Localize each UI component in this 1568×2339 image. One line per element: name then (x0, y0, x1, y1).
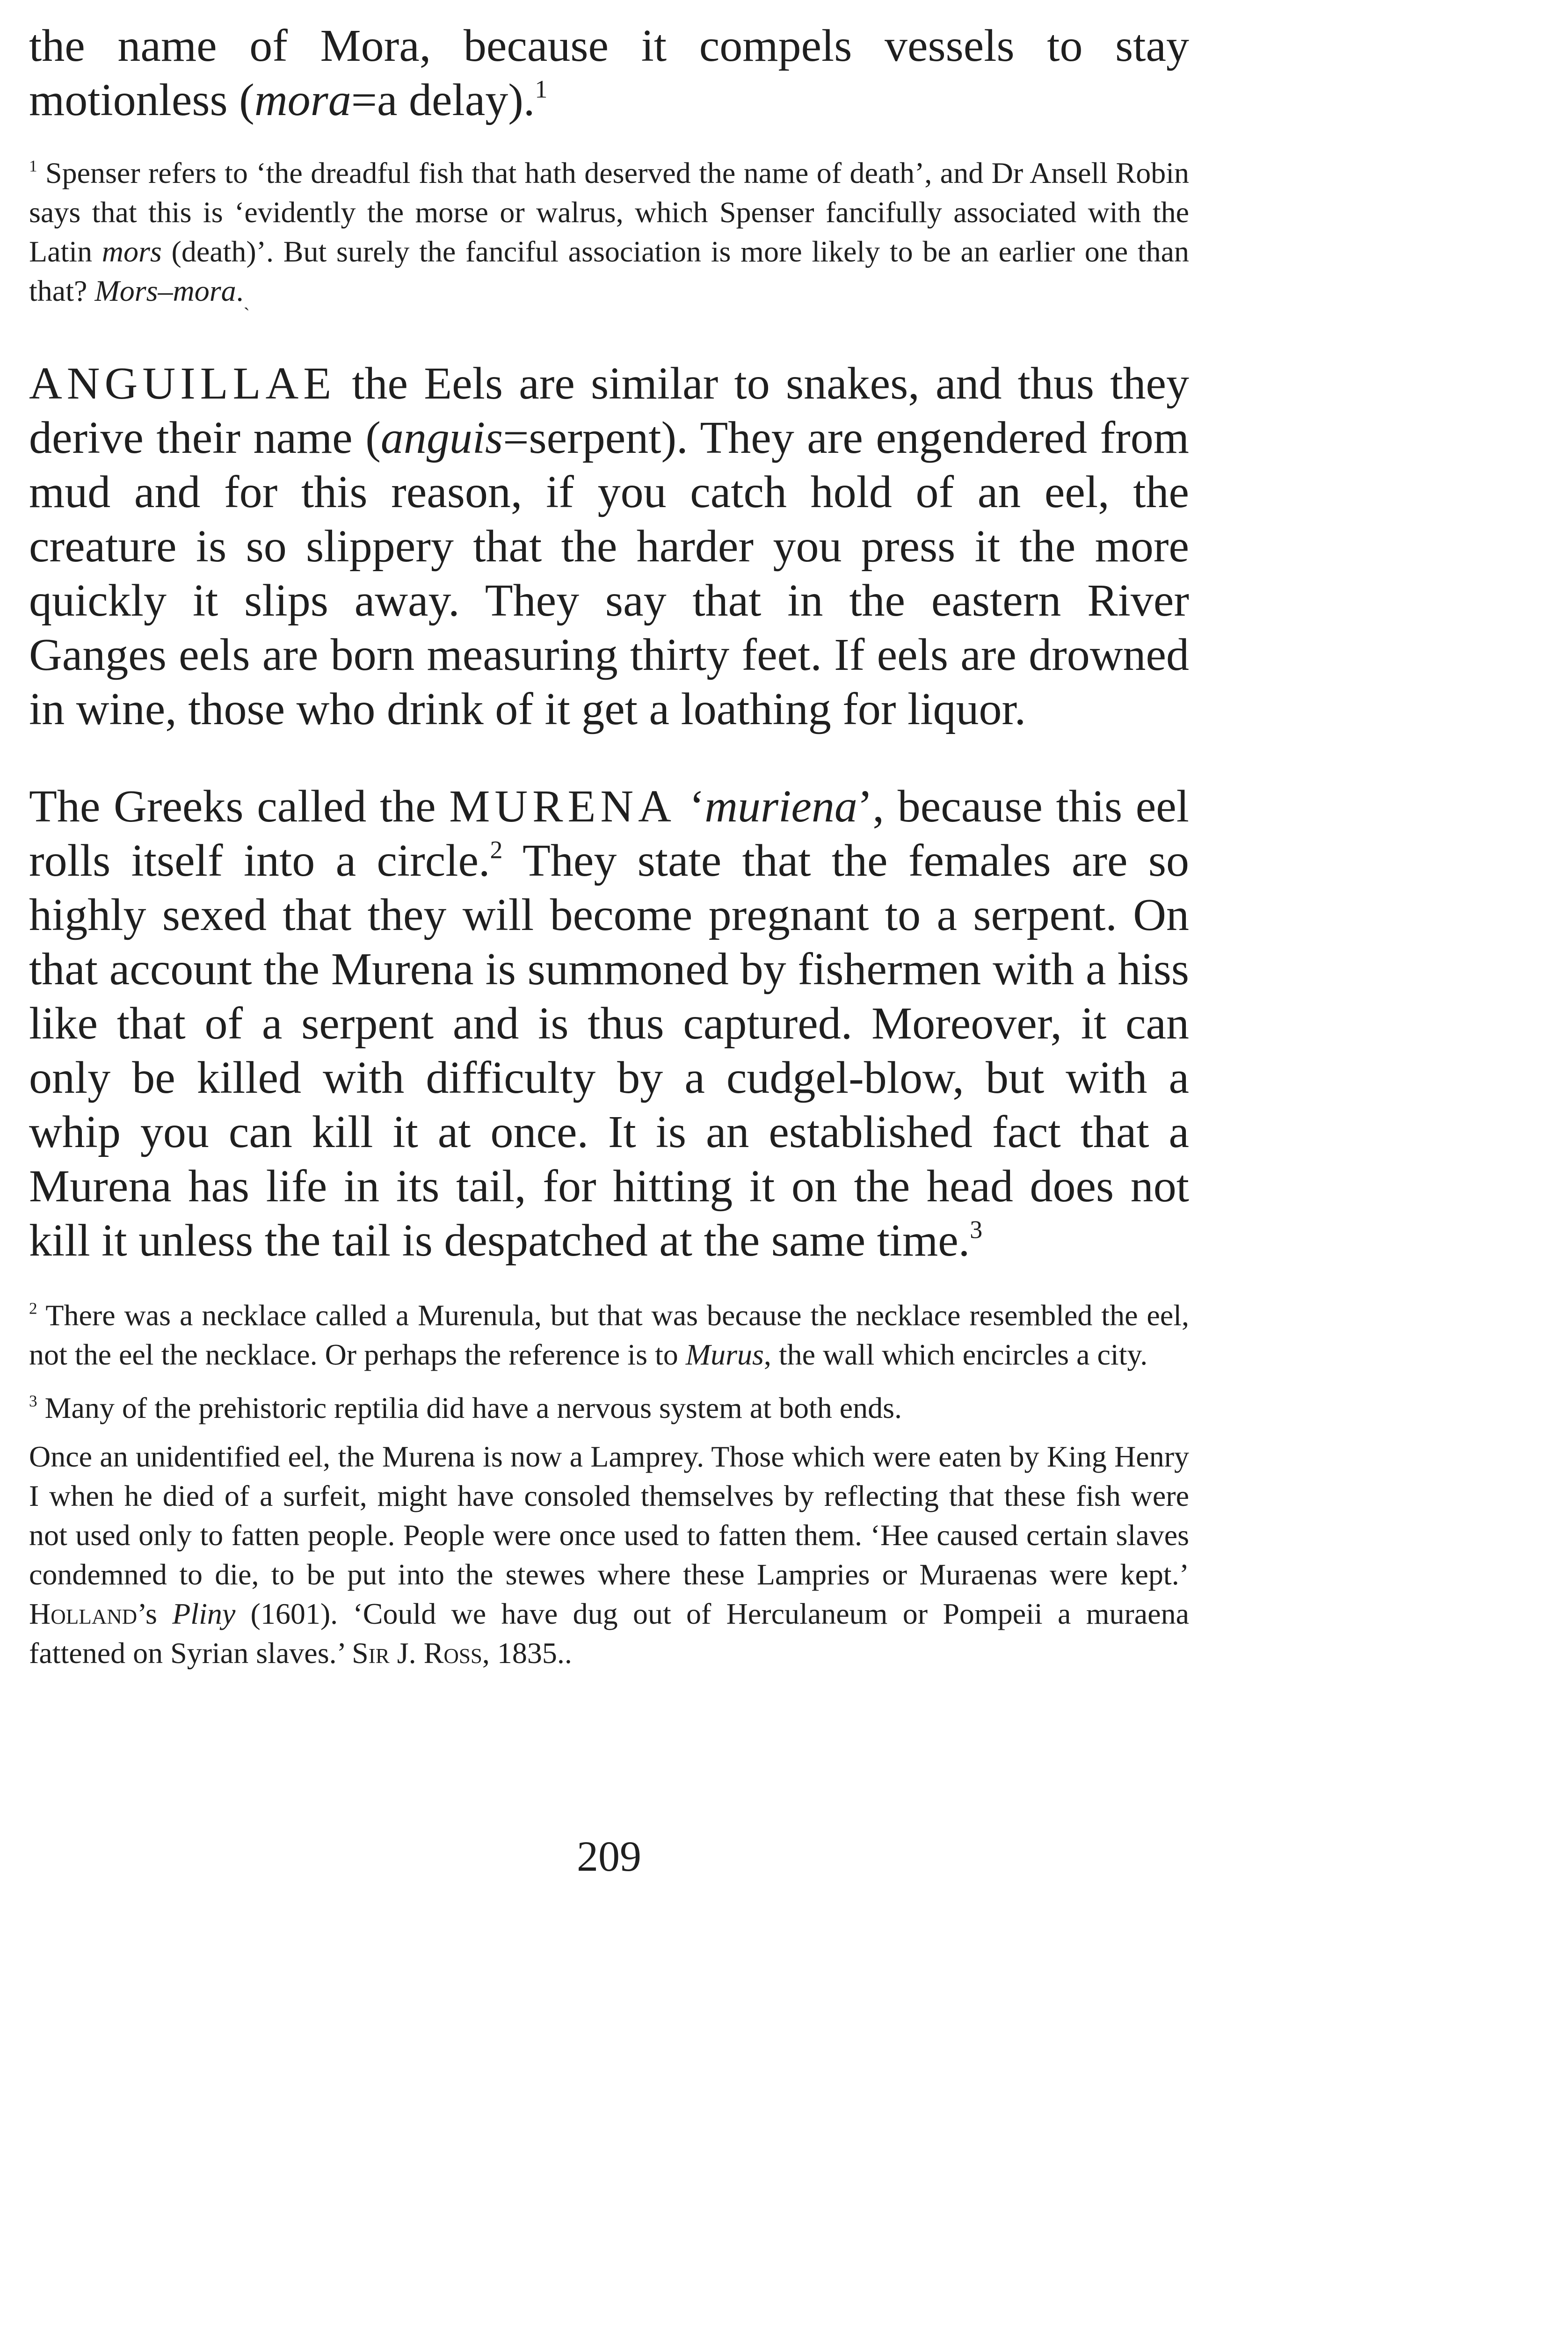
footnote-number: 1 (29, 157, 37, 175)
paragraph-murena (29, 779, 1189, 1268)
text: (death)’. But surely the fanciful association is more likely to be an earlier one than that? (29, 235, 1190, 307)
footnote-number: 2 (29, 1299, 37, 1318)
text: (1601). ‘Could we have dug out of Herculaneum or Pompeii a muraena fattened on Syrian slaves.’ (29, 1597, 1190, 1670)
footnote-3 (29, 1388, 1189, 1428)
italic-term: Mors–mora (94, 274, 236, 307)
footnote-1 (29, 153, 1189, 320)
italic-term: mora (254, 75, 351, 125)
text: They state that the females are so highly sexed that they will become pregnant to a serpent. On that account the Murena is summoned by fishermen with a hiss like that of a serpent and is thus captured. Moreover, it can only be killed with difficulty by a cudgel-blow, but with a whip you can kill it at once. It is an established fact that a Murena has life in its tail, for hitting it on the head does not kill it unless the tail is despatched at the same time. (29, 835, 1189, 1266)
text: ’, because this eel rolls itself into a circle. (29, 781, 1189, 886)
footnote-ref: 2 (490, 835, 503, 864)
text: Spenser refers to ‘the dreadful fish that hath deserved the name of death’, and Dr Ansell Robin says that this is ‘evidently the morse or walrus, which Spenser fancifully associated with the Latin (29, 156, 1189, 268)
paragraph-anguillae (29, 356, 1189, 736)
text: , the wall which encircles a city. (763, 1338, 1148, 1371)
paragraph-mora (29, 19, 1189, 127)
footnote-ref: 3 (970, 1215, 983, 1244)
text: the Eels are similar to snakes, and thus they derive their name ( (29, 358, 1189, 463)
italic-term: anguis (380, 413, 503, 463)
text: There was a necklace called a Murenula, but that was because the necklace resembled the eel, not the eel the necklace. Or perhaps the reference is to (29, 1299, 1189, 1371)
pencil-mark: ˏ (243, 290, 250, 311)
italic-term: Murus (685, 1338, 764, 1371)
author-name: Holland (29, 1597, 138, 1630)
text: Many of the prehistoric reptilia did have a nervous system at both ends. (37, 1391, 902, 1424)
text: , 1835.. (482, 1636, 572, 1670)
text: Once an unidentified eel, the Murena is now a Lamprey. Those which were eaten by King Henry I when he died of a surfeit, might have consoled themselves by reflecting that these fish were not used only to fatten people. People were once used to fatten them. ‘Hee caused certain slaves condemned to die, to be put into the stewes where these Lampries or Muraenas were kept.’ (29, 1440, 1189, 1591)
text: J. (389, 1636, 424, 1670)
footnote-2 (29, 1296, 1189, 1374)
italic-term: Pliny (172, 1597, 236, 1630)
author-title: Sir (352, 1636, 390, 1670)
italic-term: muriena (704, 781, 857, 832)
text: =serpent). They are engendered from mud and for this reason, if you catch hold of an eel, the creature is so slippery that the harder you press it the more quickly it slips away. They say that in the eastern River Ganges eels are born measuring thirty feet. If eels are drowned in wine, those who drink of it get a loathing for liquor. (29, 413, 1189, 734)
text: ’s (137, 1597, 173, 1630)
entry-headword: MURENA (449, 781, 676, 832)
footnote-3-continuation (29, 1437, 1189, 1673)
text: ‘ (675, 781, 705, 832)
text: . (236, 274, 244, 307)
entry-headword: ANGUILLAE (29, 358, 336, 409)
text: the name of Mora, because it compels vessels to stay motionless ( (29, 21, 1189, 125)
text: The Greeks called the (29, 781, 450, 832)
footnote-ref: 1 (535, 75, 548, 103)
footnote-number: 3 (29, 1392, 37, 1410)
italic-term: mors (102, 235, 162, 268)
author-name: Ross (423, 1636, 482, 1670)
book-page (29, 19, 1190, 1880)
page-number: 209 (577, 1832, 641, 1880)
text: =a delay). (351, 75, 535, 125)
